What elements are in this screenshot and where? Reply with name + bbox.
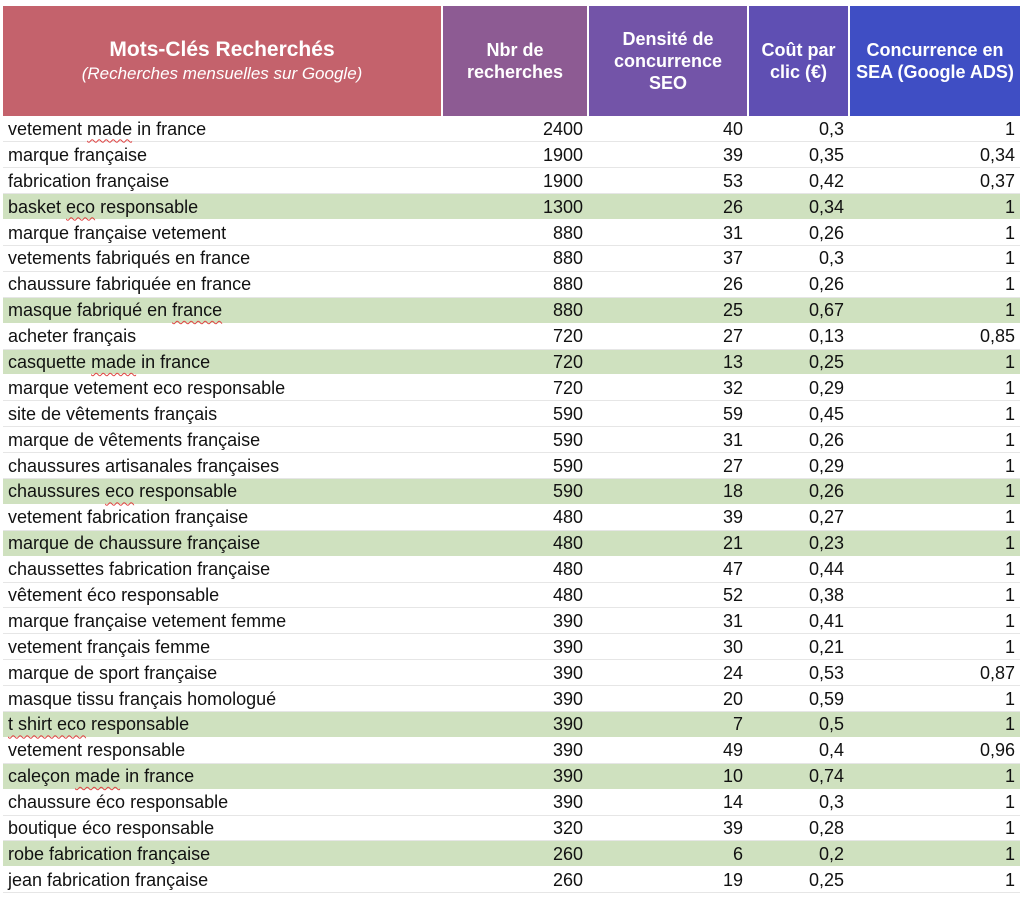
cell-sea-competition: 0,87 — [849, 660, 1020, 686]
cell-cost-per-click: 0,41 — [748, 608, 849, 634]
cell-seo-density: 59 — [588, 401, 748, 427]
table-row — [3, 841, 1020, 867]
cell-sea-competition: 1 — [849, 815, 1020, 841]
table-row — [3, 478, 1020, 504]
cell-seo-density: 39 — [588, 504, 748, 530]
cell-cost-per-click: 0,26 — [748, 271, 849, 297]
cell-keyword: acheter français — [3, 323, 442, 349]
cell-keyword: marque de chaussure française — [3, 530, 442, 556]
cell-searches: 260 — [442, 867, 588, 893]
header-keywords — [3, 6, 442, 116]
cell-keyword: marque vetement eco responsable — [3, 375, 442, 401]
table-row — [3, 427, 1020, 453]
cell-searches: 390 — [442, 608, 588, 634]
cell-sea-competition: 1 — [849, 582, 1020, 608]
cell-keyword: chaussures artisanales françaises — [3, 453, 442, 479]
header-row — [3, 6, 1020, 116]
table-row — [3, 168, 1020, 194]
cell-keyword: t shirt eco responsable — [3, 711, 442, 737]
cell-seo-density: 27 — [588, 323, 748, 349]
cell-seo-density: 49 — [588, 737, 748, 763]
cell-seo-density: 47 — [588, 556, 748, 582]
cell-keyword: vetements fabriqués en france — [3, 245, 442, 271]
table-row — [3, 711, 1020, 737]
cell-cost-per-click: 0,2 — [748, 841, 849, 867]
cell-seo-density: 30 — [588, 634, 748, 660]
cell-sea-competition: 1 — [849, 841, 1020, 867]
cell-sea-competition: 0,96 — [849, 737, 1020, 763]
table-row — [3, 375, 1020, 401]
cell-keyword: masque fabriqué en france — [3, 297, 442, 323]
cell-keyword: vêtement éco responsable — [3, 582, 442, 608]
table-row — [3, 220, 1020, 246]
cell-searches: 1300 — [442, 194, 588, 220]
cell-keyword: marque française vetement femme — [3, 608, 442, 634]
cell-searches: 720 — [442, 375, 588, 401]
cell-seo-density: 27 — [588, 453, 748, 479]
cell-sea-competition: 1 — [849, 711, 1020, 737]
cell-sea-competition: 1 — [849, 194, 1020, 220]
cell-keyword: marque de sport française — [3, 660, 442, 686]
cell-sea-competition: 1 — [849, 245, 1020, 271]
cell-seo-density: 39 — [588, 815, 748, 841]
cell-cost-per-click: 0,29 — [748, 375, 849, 401]
cell-searches: 480 — [442, 530, 588, 556]
cell-seo-density: 31 — [588, 608, 748, 634]
cell-cost-per-click: 0,26 — [748, 427, 849, 453]
cell-cost-per-click: 0,27 — [748, 504, 849, 530]
cell-searches: 390 — [442, 737, 588, 763]
cell-cost-per-click: 0,25 — [748, 867, 849, 893]
cell-cost-per-click: 0,13 — [748, 323, 849, 349]
header-keywords-title: Mots-Clés Recherchés — [109, 38, 335, 61]
cell-seo-density: 37 — [588, 245, 748, 271]
cell-cost-per-click: 0,29 — [748, 453, 849, 479]
cell-sea-competition: 1 — [849, 556, 1020, 582]
cell-seo-density: 39 — [588, 142, 748, 168]
cell-sea-competition: 1 — [849, 401, 1020, 427]
cell-seo-density: 53 — [588, 168, 748, 194]
cell-keyword: marque française — [3, 142, 442, 168]
cell-searches: 880 — [442, 297, 588, 323]
cell-keyword: chaussure fabriquée en france — [3, 271, 442, 297]
table-row — [3, 556, 1020, 582]
cell-seo-density: 19 — [588, 867, 748, 893]
cell-sea-competition: 1 — [849, 634, 1020, 660]
table-row — [3, 297, 1020, 323]
cell-sea-competition: 1 — [849, 349, 1020, 375]
cell-searches: 390 — [442, 763, 588, 789]
cell-cost-per-click: 0,74 — [748, 763, 849, 789]
cell-cost-per-click: 0,3 — [748, 116, 849, 142]
cell-cost-per-click: 0,38 — [748, 582, 849, 608]
cell-cost-per-click: 0,53 — [748, 660, 849, 686]
cell-keyword: caleçon made in france — [3, 763, 442, 789]
cell-keyword: jean fabrication française — [3, 867, 442, 893]
cell-cost-per-click: 0,59 — [748, 686, 849, 712]
cell-keyword: vetement responsable — [3, 737, 442, 763]
cell-seo-density: 7 — [588, 711, 748, 737]
cell-searches: 390 — [442, 789, 588, 815]
cell-cost-per-click: 0,45 — [748, 401, 849, 427]
cell-sea-competition: 1 — [849, 867, 1020, 893]
cell-keyword: fabrication française — [3, 168, 442, 194]
cell-seo-density: 10 — [588, 763, 748, 789]
cell-seo-density: 21 — [588, 530, 748, 556]
table-row — [3, 530, 1020, 556]
cell-searches: 1900 — [442, 168, 588, 194]
table-row — [3, 686, 1020, 712]
cell-sea-competition: 1 — [849, 375, 1020, 401]
cell-cost-per-click: 0,3 — [748, 789, 849, 815]
cell-cost-per-click: 0,26 — [748, 220, 849, 246]
table-row — [3, 349, 1020, 375]
cell-keyword: boutique éco responsable — [3, 815, 442, 841]
cell-searches: 480 — [442, 504, 588, 530]
cell-keyword: vetement français femme — [3, 634, 442, 660]
cell-seo-density: 40 — [588, 116, 748, 142]
header-keywords-subtitle: (Recherches mensuelles sur Google) — [81, 64, 363, 83]
cell-searches: 480 — [442, 556, 588, 582]
cell-seo-density: 52 — [588, 582, 748, 608]
cell-cost-per-click: 0,42 — [748, 168, 849, 194]
cell-searches: 390 — [442, 634, 588, 660]
cell-keyword: vetement made in france — [3, 116, 442, 142]
cell-cost-per-click: 0,35 — [748, 142, 849, 168]
table-row — [3, 789, 1020, 815]
table-row — [3, 401, 1020, 427]
cell-searches: 590 — [442, 401, 588, 427]
cell-seo-density: 31 — [588, 220, 748, 246]
cell-cost-per-click: 0,23 — [748, 530, 849, 556]
cell-seo-density: 26 — [588, 271, 748, 297]
cell-searches: 1900 — [442, 142, 588, 168]
cell-searches: 880 — [442, 220, 588, 246]
cell-sea-competition: 1 — [849, 789, 1020, 815]
table-row — [3, 142, 1020, 168]
cell-searches: 390 — [442, 660, 588, 686]
cell-keyword: chaussure éco responsable — [3, 789, 442, 815]
cell-sea-competition: 0,85 — [849, 323, 1020, 349]
cell-sea-competition: 1 — [849, 297, 1020, 323]
table-body — [3, 116, 1020, 893]
cell-keyword: casquette made in france — [3, 349, 442, 375]
cell-searches: 720 — [442, 323, 588, 349]
cell-sea-competition: 1 — [849, 427, 1020, 453]
cell-keyword: robe fabrication française — [3, 841, 442, 867]
table-row — [3, 634, 1020, 660]
cell-searches: 590 — [442, 453, 588, 479]
cell-sea-competition: 1 — [849, 220, 1020, 246]
cell-searches: 880 — [442, 245, 588, 271]
cell-seo-density: 26 — [588, 194, 748, 220]
table-row — [3, 271, 1020, 297]
table-row — [3, 245, 1020, 271]
cell-sea-competition: 1 — [849, 453, 1020, 479]
cell-cost-per-click: 0,25 — [748, 349, 849, 375]
cell-sea-competition: 1 — [849, 763, 1020, 789]
cell-seo-density: 6 — [588, 841, 748, 867]
cell-sea-competition: 1 — [849, 271, 1020, 297]
cell-cost-per-click: 0,44 — [748, 556, 849, 582]
cell-keyword: marque française vetement — [3, 220, 442, 246]
table-row — [3, 504, 1020, 530]
table-row — [3, 737, 1020, 763]
cell-sea-competition: 1 — [849, 530, 1020, 556]
cell-seo-density: 31 — [588, 427, 748, 453]
cell-searches: 880 — [442, 271, 588, 297]
cell-sea-competition: 1 — [849, 608, 1020, 634]
cell-sea-competition: 1 — [849, 504, 1020, 530]
header-seo-density: Densité de concurrence SEO — [588, 6, 748, 116]
cell-seo-density: 13 — [588, 349, 748, 375]
cell-sea-competition: 0,34 — [849, 142, 1020, 168]
cell-seo-density: 32 — [588, 375, 748, 401]
table-row — [3, 660, 1020, 686]
cell-searches: 390 — [442, 686, 588, 712]
keyword-table — [3, 6, 1020, 893]
cell-keyword: masque tissu français homologué — [3, 686, 442, 712]
cell-searches: 390 — [442, 711, 588, 737]
cell-searches: 320 — [442, 815, 588, 841]
cell-keyword: vetement fabrication française — [3, 504, 442, 530]
cell-cost-per-click: 0,28 — [748, 815, 849, 841]
table-row — [3, 323, 1020, 349]
cell-cost-per-click: 0,34 — [748, 194, 849, 220]
cell-searches: 260 — [442, 841, 588, 867]
cell-cost-per-click: 0,4 — [748, 737, 849, 763]
cell-seo-density: 24 — [588, 660, 748, 686]
cell-keyword: chaussures eco responsable — [3, 478, 442, 504]
cell-cost-per-click: 0,5 — [748, 711, 849, 737]
cell-searches: 590 — [442, 427, 588, 453]
cell-seo-density: 25 — [588, 297, 748, 323]
table-row — [3, 867, 1020, 893]
table-row — [3, 763, 1020, 789]
cell-searches: 480 — [442, 582, 588, 608]
cell-searches: 2400 — [442, 116, 588, 142]
header-sea-competition: Concurrence en SEA (Google ADS) — [849, 6, 1020, 116]
header-cost-per-click: Coût par clic (€) — [748, 6, 849, 116]
table-row — [3, 194, 1020, 220]
header-searches: Nbr de recherches — [442, 6, 588, 116]
cell-cost-per-click: 0,67 — [748, 297, 849, 323]
cell-seo-density: 14 — [588, 789, 748, 815]
cell-sea-competition: 1 — [849, 686, 1020, 712]
table-row — [3, 815, 1020, 841]
table-row — [3, 116, 1020, 142]
cell-cost-per-click: 0,3 — [748, 245, 849, 271]
table-row — [3, 582, 1020, 608]
table-row — [3, 453, 1020, 479]
cell-keyword: site de vêtements français — [3, 401, 442, 427]
cell-cost-per-click: 0,21 — [748, 634, 849, 660]
cell-searches: 720 — [442, 349, 588, 375]
cell-keyword: chaussettes fabrication française — [3, 556, 442, 582]
cell-cost-per-click: 0,26 — [748, 478, 849, 504]
table-row — [3, 608, 1020, 634]
cell-seo-density: 20 — [588, 686, 748, 712]
cell-sea-competition: 1 — [849, 116, 1020, 142]
cell-keyword: basket eco responsable — [3, 194, 442, 220]
cell-keyword: marque de vêtements française — [3, 427, 442, 453]
cell-seo-density: 18 — [588, 478, 748, 504]
cell-sea-competition: 0,37 — [849, 168, 1020, 194]
cell-searches: 590 — [442, 478, 588, 504]
cell-sea-competition: 1 — [849, 478, 1020, 504]
